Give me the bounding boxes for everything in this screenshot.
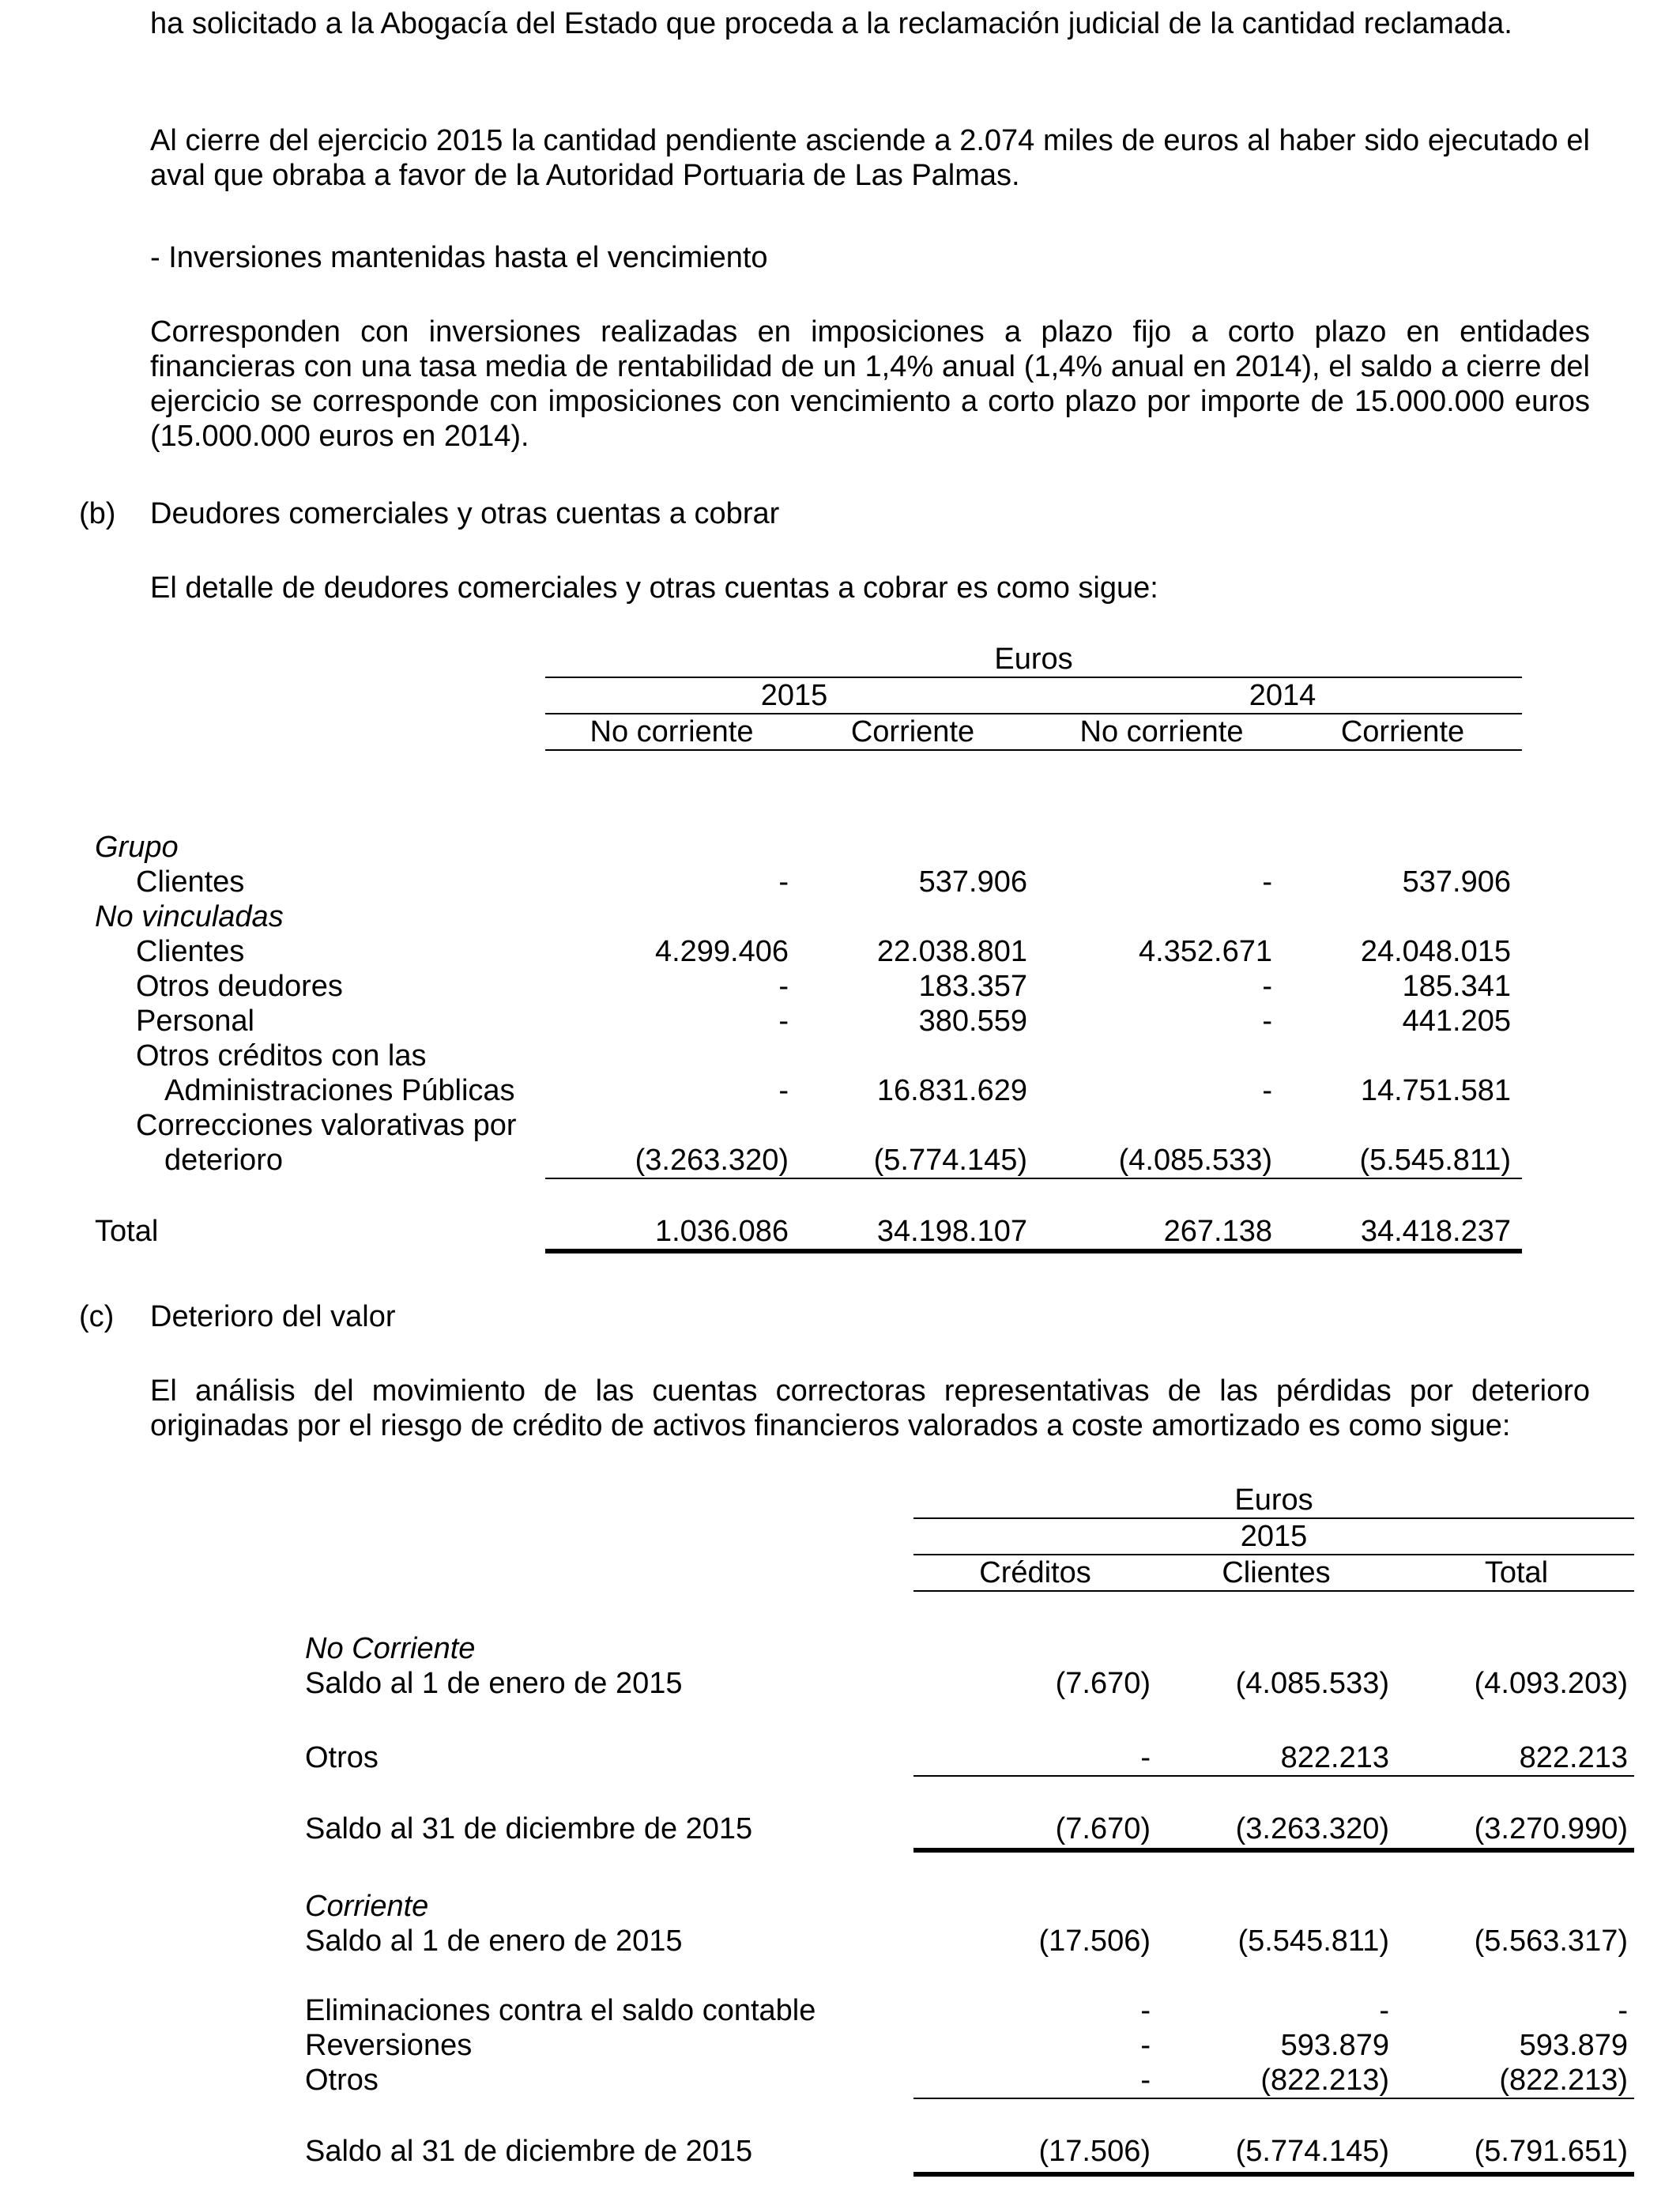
table1-col-3: No corriente bbox=[1079, 715, 1244, 748]
table1-cell: 4.299.406 bbox=[654, 935, 789, 968]
table2-cell: (3.270.990) bbox=[1474, 1812, 1628, 1845]
table1-cell: 14.751.581 bbox=[1360, 1074, 1511, 1107]
table1-cell: - bbox=[1262, 1074, 1272, 1107]
table1-group-grupo: Grupo bbox=[95, 831, 179, 864]
table1-group-no-vinculadas: No vinculadas bbox=[95, 900, 284, 933]
table1-col-4: Corriente bbox=[1340, 715, 1465, 748]
table2-cell: 822.213 bbox=[1280, 1741, 1389, 1774]
table2-cell: (822.213) bbox=[1260, 2064, 1389, 2097]
table2-cell: - bbox=[1140, 2029, 1151, 2062]
table2-col-2: Clientes bbox=[1222, 1556, 1331, 1589]
table1-cell: 4.352.671 bbox=[1138, 935, 1272, 968]
table2-cell: (822.213) bbox=[1499, 2064, 1628, 2097]
table2-row-label: Saldo al 31 de diciembre de 2015 bbox=[305, 1812, 753, 1845]
table1-col-2: Corriente bbox=[850, 715, 975, 748]
table2-col-3: Total bbox=[1484, 1556, 1549, 1589]
table2-cell: (5.563.317) bbox=[1474, 1924, 1628, 1958]
table2-cell: (7.670) bbox=[1055, 1667, 1151, 1700]
section-b-label: (b) bbox=[79, 497, 116, 530]
table2-year: 2015 bbox=[1240, 1520, 1308, 1553]
table1-rule-3 bbox=[545, 749, 1522, 751]
table1-currency: Euros bbox=[994, 643, 1073, 676]
table1-cell: (5.774.145) bbox=[873, 1144, 1027, 1177]
table1-cell: - bbox=[778, 865, 789, 899]
table2-row-label: Otros bbox=[305, 2064, 379, 2097]
table1-cell: 185.341 bbox=[1402, 970, 1511, 1003]
table2-currency: Euros bbox=[1234, 1483, 1313, 1517]
table2-cell: - bbox=[1140, 2064, 1151, 2097]
section-c-title: Deterioro del valor bbox=[150, 1300, 396, 1333]
table1-year-2014: 2014 bbox=[1249, 679, 1317, 712]
table1-total-cell: 34.418.237 bbox=[1360, 1215, 1511, 1248]
table2-heading-corriente: Corriente bbox=[305, 1890, 429, 1923]
table2-rule-3 bbox=[913, 1590, 1634, 1592]
table2-cell: (5.791.651) bbox=[1474, 2135, 1628, 2168]
subheading-inversiones: - Inversiones mantenidas hasta el vencimiento bbox=[150, 241, 768, 274]
table2-cell: (17.506) bbox=[1038, 2135, 1151, 2168]
table2-cell: 593.879 bbox=[1519, 2029, 1628, 2062]
table2-cell: (3.263.320) bbox=[1235, 1812, 1389, 1845]
table2-cell: - bbox=[1140, 1741, 1151, 1774]
paragraph-1: ha solicitado a la Abogacía del Estado que proceda a la reclamación judicial de la cantidad reclamada. bbox=[150, 7, 1512, 40]
table1-total-cell: 267.138 bbox=[1163, 1215, 1272, 1248]
table2-cell: 822.213 bbox=[1519, 1741, 1628, 1774]
table2-cell: - bbox=[1140, 1994, 1151, 2027]
table2-cell: (7.670) bbox=[1055, 1812, 1151, 1845]
table2-row-label: Reversiones bbox=[305, 2029, 473, 2062]
table1-cell: - bbox=[1262, 865, 1272, 899]
table1-row-label: Correcciones valorativas por bbox=[136, 1109, 517, 1142]
section-c-intro: El análisis del movimiento de las cuentas correctoras representativas de las pérdidas por deterioro originadas por el riesgo de crédito de activos financieros valorados a coste amortizado es como sigue: bbox=[150, 1374, 1590, 1442]
table2-heading-no-corriente: No Corriente bbox=[305, 1632, 476, 1665]
table2-cell: (5.545.811) bbox=[1237, 1924, 1389, 1958]
table1-cell: 441.205 bbox=[1402, 1005, 1511, 1038]
table1-year-2015: 2015 bbox=[760, 679, 828, 712]
paragraph-2: Al cierre del ejercicio 2015 la cantidad pendiente asciende a 2.074 miles de euros al haber sido ejecutado el aval que obraba a favor de la Autoridad Portuaria de Las Palmas. bbox=[150, 124, 1590, 192]
table1-cell: (5.545.811) bbox=[1359, 1144, 1511, 1177]
table1-row-label: Clientes bbox=[136, 935, 245, 968]
table1-total-rule bbox=[545, 1249, 1522, 1253]
table1-row-label: Otros deudores bbox=[136, 970, 343, 1003]
table1-cell: 380.559 bbox=[918, 1005, 1027, 1038]
table1-total-cell: 1.036.086 bbox=[654, 1215, 789, 1248]
table1-cell: (3.263.320) bbox=[635, 1144, 789, 1177]
table1-cell: 22.038.801 bbox=[876, 935, 1027, 968]
table2-row-label: Saldo al 1 de enero de 2015 bbox=[305, 1924, 683, 1958]
table1-subtotal-rule bbox=[545, 1178, 1522, 1179]
table2-cell: (5.774.145) bbox=[1235, 2135, 1389, 2168]
table2-cell: (4.093.203) bbox=[1474, 1667, 1628, 1700]
section-c-label: (c) bbox=[79, 1300, 115, 1333]
table2-cell: - bbox=[1379, 1994, 1389, 2027]
table1-row-label: Clientes bbox=[136, 865, 245, 899]
table1-total-cell: 34.198.107 bbox=[876, 1215, 1027, 1248]
table2-row-label: Otros bbox=[305, 1741, 379, 1774]
table1-col-1: No corriente bbox=[590, 715, 754, 748]
table2-cell: (4.085.533) bbox=[1235, 1667, 1389, 1700]
table1-cell: - bbox=[778, 1074, 789, 1107]
table1-cell: - bbox=[778, 1005, 789, 1038]
table1-cell: 24.048.015 bbox=[1360, 935, 1511, 968]
table2-cell: - bbox=[1618, 1994, 1628, 2027]
table1-cell: - bbox=[1262, 970, 1272, 1003]
table2-c-total-rule bbox=[913, 2172, 1634, 2177]
table1-row-label: Personal bbox=[136, 1005, 254, 1038]
table1-cell: 16.831.629 bbox=[876, 1074, 1027, 1107]
table2-row-label: Saldo al 31 de diciembre de 2015 bbox=[305, 2135, 753, 2168]
table2-nc-total-rule bbox=[913, 1848, 1634, 1853]
table1-cell: 183.357 bbox=[918, 970, 1027, 1003]
section-b-title: Deudores comerciales y otras cuentas a cobrar bbox=[150, 497, 780, 530]
table2-col-1: Créditos bbox=[979, 1556, 1091, 1589]
table2-nc-subtotal-rule bbox=[913, 1775, 1634, 1777]
table1-cell: (4.085.533) bbox=[1118, 1144, 1272, 1177]
table1-cell: 537.906 bbox=[918, 865, 1027, 899]
table1-row-label-cont: Administraciones Públicas bbox=[164, 1074, 515, 1107]
table1-row-label: Otros créditos con las bbox=[136, 1039, 427, 1072]
table2-row-label: Saldo al 1 de enero de 2015 bbox=[305, 1667, 683, 1700]
table2-row-label: Eliminaciones contra el saldo contable bbox=[305, 1994, 816, 2027]
table1-cell: - bbox=[778, 970, 789, 1003]
table1-cell: - bbox=[1262, 1005, 1272, 1038]
table2-cell: 593.879 bbox=[1280, 2029, 1389, 2062]
table1-cell: 537.906 bbox=[1402, 865, 1511, 899]
paragraph-4: Corresponden con inversiones realizadas en imposiciones a plazo fijo a corto plazo en entidades financieras con una tasa media de rentabilidad de un 1,4% anual (1,4% anual en 2014), el saldo a cierre del ejercicio se corresponde con imposiciones con vencimiento a corto plazo por importe de 15.000.000 euros (15.000.000 euros en 2014). bbox=[150, 315, 1590, 453]
table1-total-label: Total bbox=[95, 1215, 159, 1248]
table2-c-subtotal-rule bbox=[913, 2098, 1634, 2099]
table2-cell: (17.506) bbox=[1038, 1924, 1151, 1958]
table1-row-label-cont: deterioro bbox=[164, 1144, 283, 1177]
section-b-intro: El detalle de deudores comerciales y otras cuentas a cobrar es como sigue: bbox=[150, 571, 1158, 605]
